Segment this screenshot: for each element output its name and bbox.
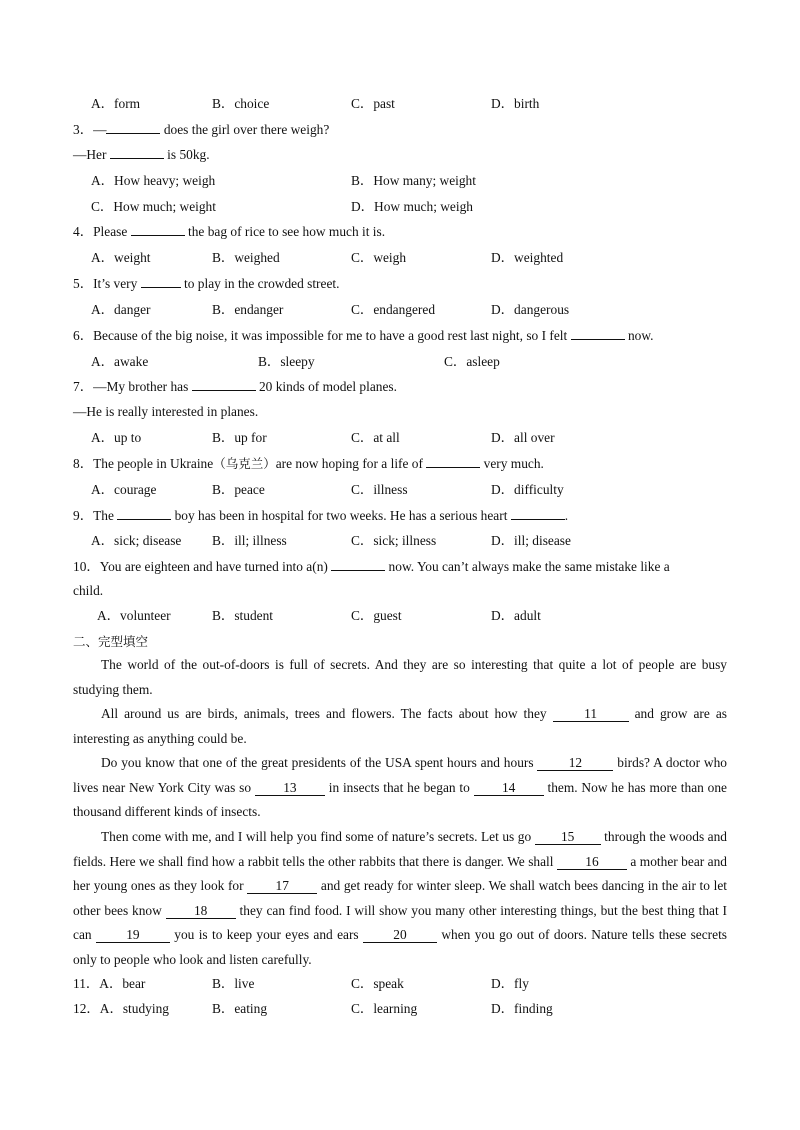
passage-text: The world of the out-of-doors is full of secrets. And they are so interesting that quite a lot of people are busy studying them. (73, 657, 727, 697)
option-a: A．courage (91, 482, 157, 497)
option-d: D．ill; disease (491, 533, 571, 548)
passage-text: them. Now he has more than one thousand different kinds of insects. (73, 779, 727, 820)
option-b: B．How many; weight (351, 173, 476, 188)
cloze-blank-14: 14 (474, 781, 544, 796)
option-d: D．finding (491, 1001, 553, 1016)
passage-text: and get ready for winter sleep. We shall watch bees dancing in the air to let other bees know (73, 878, 727, 918)
option-d: D．adult (491, 608, 541, 623)
answer-blank (141, 275, 181, 288)
cloze-blank-11: 11 (553, 707, 629, 722)
option-a: A．How heavy; weigh (91, 173, 216, 188)
question-text: now. You can’t always make the same mistake like a (385, 559, 670, 574)
question-text: to play in the crowded street. (180, 276, 340, 291)
option-b: B．sleepy (258, 354, 315, 369)
option-d: D．dangerous (491, 302, 570, 317)
option-a: A．up to (91, 430, 142, 445)
question-10-stem (73, 558, 670, 576)
question-text: . (564, 508, 569, 523)
question-text: does the girl over there weigh? (160, 122, 330, 137)
passage-text: you is to keep your eyes and ears (169, 927, 363, 943)
option-a: A．awake (91, 354, 149, 369)
question-9-stem (73, 507, 568, 525)
option-c: C．How much; weight (91, 199, 216, 214)
question-text: are now hoping for a life of (275, 456, 427, 471)
question-text: 20 kinds of model planes. (255, 379, 397, 394)
option-d: D．difficulty (491, 482, 564, 497)
option-b: B．up for (212, 430, 267, 445)
option-b: B．weighed (212, 250, 280, 265)
answer-blank (571, 327, 625, 340)
question-5-stem (73, 275, 339, 293)
passage-paragraph-2 (73, 702, 727, 751)
option-c: C．guest (351, 608, 402, 623)
cloze-blank-15: 15 (535, 830, 601, 845)
passage-paragraph-1 (73, 653, 727, 702)
passage-text: they can find food. I will show you many other interesting things, but the best thing that I can (73, 902, 728, 943)
option-b: B．peace (212, 482, 265, 497)
option-a: 12．A．studying (73, 1001, 169, 1016)
cloze-blank-18: 18 (166, 904, 236, 919)
question-7-reply: —He is really interested in planes. (73, 404, 259, 419)
option-b: B．choice (212, 96, 270, 111)
question-text: 3．— (73, 122, 107, 137)
cloze-blank-16: 16 (557, 855, 627, 870)
cloze-blank-13: 13 (255, 781, 325, 796)
question-text: very much. (480, 456, 544, 471)
chinese-gloss: （乌克兰） (213, 456, 276, 471)
answer-blank (106, 121, 160, 134)
cloze-blank-17: 17 (247, 879, 317, 894)
passage-text: Then come with me, and I will help you find some of nature’s secrets. Let us go (101, 829, 535, 844)
passage-text: Do you know that one of the great presidents of the USA spent hours and hours (101, 755, 538, 770)
option-b: B．ill; illness (212, 533, 287, 548)
question-text: 6．Because of the big noise, it was impossible for me to have a good rest last night, so I felt (73, 328, 571, 343)
question-text: 8．The people in Ukraine (73, 456, 214, 471)
option-c: C．at all (351, 430, 400, 445)
passage-text: a mother bear and her young ones as they look for (73, 853, 728, 894)
question-text: 5．It’s very (73, 276, 141, 291)
passage-text: through the woods and fields. Here we shall find how a rabbit tells the other rabbits that there is danger. We shall (73, 829, 727, 869)
option-c: C．weigh (351, 250, 407, 265)
question-text: the bag of rice to see how much it is. (184, 224, 386, 239)
option-d: D．weighted (491, 250, 564, 265)
question-3-reply (73, 146, 210, 164)
option-a: A．sick; disease (91, 533, 182, 548)
option-a: A．volunteer (97, 608, 171, 623)
option-a: A．form (91, 96, 141, 111)
option-a: A．weight (91, 250, 151, 265)
option-b: B．endanger (212, 302, 284, 317)
question-10-continuation: child. (73, 583, 104, 598)
cloze-blank-19: 19 (96, 928, 170, 943)
passage-text: All around us are birds, animals, trees and flowers. The facts about how they (101, 706, 553, 721)
passage-text: when you go out of doors. Nature tells these secrets only to people who look and listen carefully. (73, 927, 727, 967)
option-c: C．sick; illness (351, 533, 437, 548)
option-b: B．eating (212, 1001, 268, 1016)
option-d: D．birth (491, 96, 540, 111)
question-text: 7．—My brother has (73, 379, 192, 394)
answer-blank (426, 455, 480, 468)
question-8-stem (73, 455, 544, 473)
option-a: 11．A．bear (73, 976, 146, 991)
passage-text: in insects that he began to (324, 779, 474, 795)
question-text: boy has been in hospital for two weeks. He has a serious heart (171, 508, 511, 523)
cloze-blank-20: 20 (363, 928, 437, 943)
question-text: 10．You are eighteen and have turned into a(n) (73, 559, 332, 574)
question-7-stem (73, 378, 397, 396)
option-c: C．endangered (351, 302, 436, 317)
question-text: —Her (73, 147, 110, 162)
passage-text: birds? A doctor who lives near New York City was so (73, 755, 727, 795)
question-6-stem (73, 327, 653, 345)
answer-blank (110, 146, 164, 159)
question-text: 9．The (73, 508, 118, 523)
option-d: D．fly (491, 976, 529, 991)
answer-blank (331, 558, 385, 571)
option-d: D．all over (491, 430, 555, 445)
question-text: 4．Please (73, 224, 131, 239)
answer-blank (511, 507, 565, 520)
option-d: D．How much; weigh (351, 199, 473, 214)
question-text: now. (624, 328, 654, 343)
option-c: C．asleep (444, 354, 500, 369)
option-a: A．danger (91, 302, 151, 317)
answer-blank (117, 507, 171, 520)
option-c: C．illness (351, 482, 408, 497)
option-c: C．learning (351, 1001, 418, 1016)
passage-paragraph-4 (73, 825, 727, 973)
option-c: C．speak (351, 976, 404, 991)
option-b: B．student (212, 608, 274, 623)
question-3-stem (73, 121, 329, 139)
option-b: B．live (212, 976, 255, 991)
passage-text: and grow are as interesting as anything could be. (73, 706, 727, 746)
passage-paragraph-3 (73, 751, 727, 825)
option-c: C．past (351, 96, 395, 111)
answer-blank (192, 378, 256, 391)
cloze-blank-12: 12 (537, 756, 613, 771)
question-4-stem (73, 223, 385, 241)
answer-blank (131, 223, 185, 236)
section-title: 二、完型填空 (73, 634, 149, 649)
question-text: is 50kg. (163, 147, 210, 162)
